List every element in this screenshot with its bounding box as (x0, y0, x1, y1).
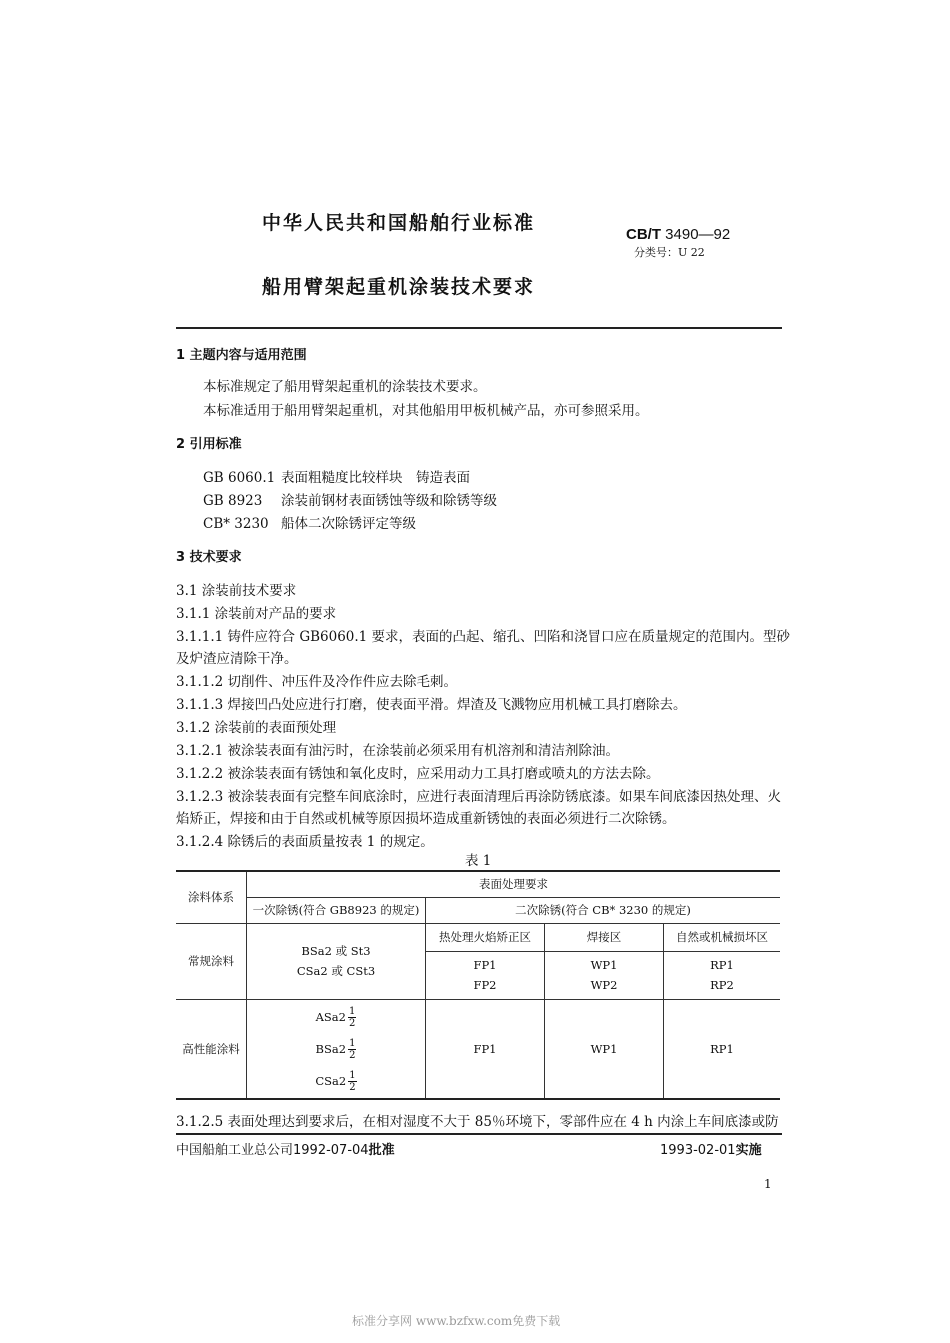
row-high-performance-damage: RP1 (664, 999, 781, 1099)
reference-item (203, 466, 470, 486)
clause-3-1: 3.1 涂装前技术要求 (176, 583, 297, 599)
clause-3-1-2-1: 3.1.2.1 被涂装表面有油污时，在涂装前必须采用有机溶剂和清洁剂除油。 (176, 743, 620, 759)
clause-3-1-2-2: 3.1.2.2 被涂装表面有锈蚀和氧化皮时，应采用动力工具打磨或喷丸的方法去除。 (176, 766, 660, 782)
primary-grade-asa2 (247, 1001, 425, 1033)
table-1 (176, 870, 780, 1100)
reference-item (203, 489, 497, 509)
section-1-para-2: 本标准适用于船用臂架起重机，对其他船用甲板机械产品，亦可参照采用。 (203, 403, 649, 419)
grade-wp2: WP2 (590, 978, 618, 992)
section-1-para-1: 本标准规定了船用臂架起重机的涂装技术要求。 (203, 379, 487, 395)
approval-org: 中国船舶工业总公司 (176, 1143, 294, 1158)
row-conventional-damage (664, 951, 781, 999)
document-title: 船用臂架起重机涂装技术要求 (262, 276, 536, 298)
row-conventional-primary (247, 923, 426, 999)
row-conventional-coating-name: 常规涂料 (176, 923, 247, 999)
classification-number: 分类号：U 22 (634, 246, 705, 259)
fraction-denominator: 2 (349, 1050, 356, 1062)
effective-line (660, 1139, 762, 1158)
grade-label: CSa2 (315, 1073, 347, 1088)
section-2-heading: 2 引用标准 (176, 437, 242, 452)
reference-title: 涂装前钢材表面锈蚀等级和除锈等级 (281, 493, 497, 509)
clause-3-1-2-5: 3.1.2.5 表面处理达到要求后，在相对湿度不大于 85％环境下，零部件应在 4 h 内涂上车间底漆或防 (176, 1114, 779, 1130)
reference-code: CB* 3230 (203, 516, 269, 532)
clause-3-1-2-3: 3.1.2.3 被涂装表面有完整车间底涂时，应进行表面清理后再涂防锈底漆。如果车间底漆因热处理、火 (176, 789, 782, 805)
row-high-performance-weld: WP1 (545, 999, 664, 1099)
row-high-performance-coating-name: 高性能涂料 (176, 999, 247, 1099)
reference-item (203, 512, 416, 532)
grade-label: ASa2 (315, 1009, 346, 1024)
grade-fp2: FP2 (473, 978, 497, 992)
row-high-performance-heat: FP1 (426, 999, 545, 1099)
clause-3-1-2-3-cont: 焰矫正，焊接和由于自然或机械等原因损坏造成重新锈蚀的表面必须进行二次除锈。 (176, 811, 676, 827)
primary-grade-csa2 (247, 1065, 425, 1097)
standard-number (626, 226, 730, 243)
watermark: 标准分享网 www.bzfxw.com免费下载 (352, 1314, 561, 1328)
primary-grade-bsa2 (247, 1033, 425, 1065)
row-conventional-weld (545, 951, 664, 999)
grade-fp1: FP1 (473, 958, 497, 972)
fraction-half (348, 1038, 356, 1061)
header-primary-derusting: 一次除锈(符合 GB8923 的规定) (247, 897, 426, 923)
page-number: 1 (764, 1177, 772, 1191)
fraction-denominator: 2 (349, 1082, 356, 1094)
table-caption: 表 1 (465, 853, 492, 869)
fraction-half (348, 1070, 356, 1093)
grade-label: BSa2 (315, 1041, 347, 1056)
clause-3-1-1-1: 3.1.1.1 铸件应符合 GB6060.1 要求，表面的凸起、缩孔、凹陷和浇冒口应在质量规定的范围内。型砂 (176, 629, 791, 645)
approval-line (176, 1139, 395, 1158)
clause-3-1-1-3: 3.1.1.3 焊接凹凸处应进行打磨，使表面平滑。焊渣及飞溅物应用机械工具打磨除去。 (176, 697, 687, 713)
header-rule (176, 327, 782, 329)
header-surface-requirement: 表面处理要求 (247, 871, 781, 897)
fraction-denominator: 2 (348, 1018, 356, 1030)
row-conventional-heat (426, 951, 545, 999)
fraction-numerator: 1 (348, 1006, 356, 1018)
clause-3-1-2: 3.1.2 涂装前的表面预处理 (176, 720, 337, 736)
effective-date: 1993-02-01 (660, 1143, 736, 1158)
approval-date: 1992-07-04 (293, 1143, 369, 1158)
grade-wp1: WP1 (590, 958, 618, 972)
row-high-performance-primary (247, 999, 426, 1099)
primary-grade-2: CSa2 或 CSt3 (296, 964, 376, 978)
standard-prefix: CB/T (626, 226, 661, 243)
reference-code: GB 8923 (203, 493, 263, 509)
header-secondary-derusting: 二次除锈(符合 CB* 3230 的规定) (426, 897, 781, 923)
reference-code: GB 6060.1 (203, 470, 276, 486)
header-weld-zone: 焊接区 (545, 923, 664, 951)
grade-rp1: RP1 (710, 958, 734, 972)
header-coating-system: 涂料体系 (176, 871, 247, 923)
fraction-half (348, 1006, 356, 1029)
org-title: 中华人民共和国船舶行业标准 (262, 212, 536, 234)
clause-3-1-2-4: 3.1.2.4 除锈后的表面质量按表 1 的规定。 (176, 834, 434, 850)
reference-title: 表面粗糙度比较样块 铸造表面 (281, 470, 470, 486)
fraction-numerator: 1 (349, 1038, 356, 1050)
standard-code: 3490—92 (665, 226, 731, 243)
reference-title: 船体二次除锈评定等级 (281, 516, 416, 532)
fraction-numerator: 1 (349, 1070, 356, 1082)
grade-rp2: RP2 (710, 978, 734, 992)
header-damage-zone: 自然或机械损坏区 (664, 923, 781, 951)
clause-3-1-1-1-cont: 及炉渣应清除干净。 (176, 651, 298, 667)
primary-grade-1: BSa2 或 St3 (301, 944, 371, 958)
section-3-heading: 3 技术要求 (176, 550, 242, 565)
header-heat-treatment-zone: 热处理火焰矫正区 (426, 923, 545, 951)
section-1-heading: 1 主题内容与适用范围 (176, 348, 307, 363)
effective-label: 实施 (735, 1143, 762, 1158)
approval-label: 批准 (368, 1143, 395, 1158)
clause-3-1-1: 3.1.1 涂装前对产品的要求 (176, 606, 337, 622)
clause-3-1-1-2: 3.1.1.2 切削件、冲压件及冷作件应去除毛刺。 (176, 674, 458, 690)
footer-rule (176, 1133, 782, 1135)
